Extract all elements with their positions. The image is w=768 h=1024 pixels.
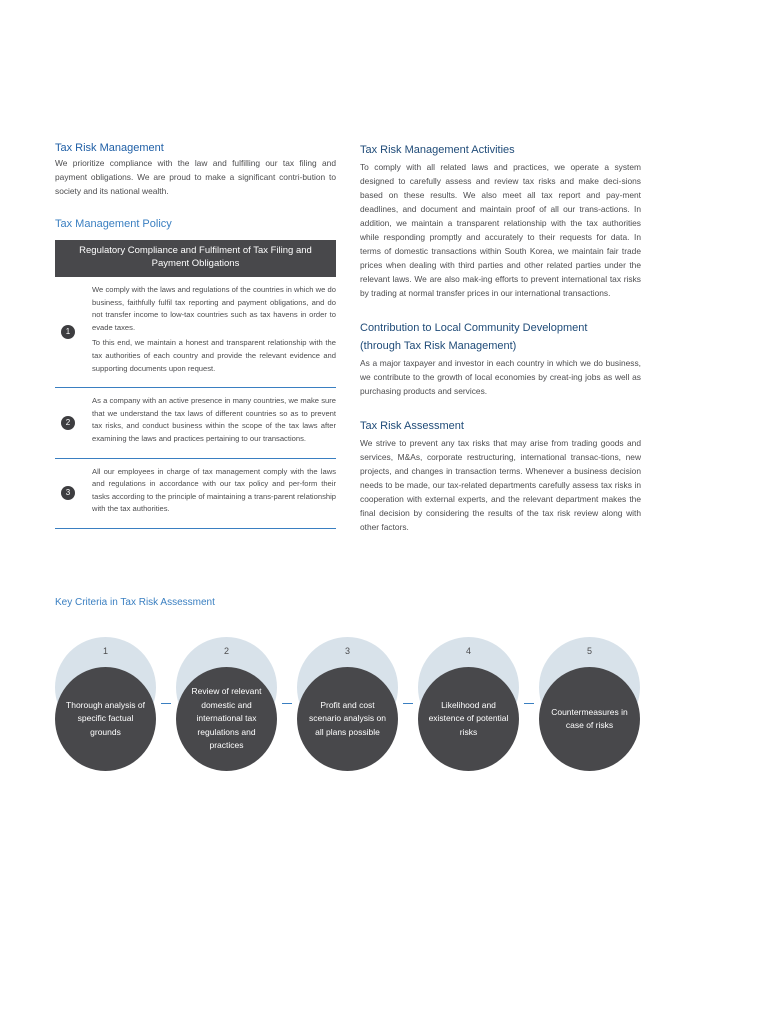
step-number: 1 bbox=[102, 646, 108, 656]
policy-item bbox=[55, 277, 336, 388]
step-label: Likelihood and existence of potential risks bbox=[428, 699, 509, 737]
assessment-section bbox=[360, 418, 641, 534]
right-column bbox=[360, 142, 641, 534]
policy-list bbox=[55, 275, 336, 529]
policy-item bbox=[55, 388, 336, 458]
criteria-step bbox=[55, 637, 156, 772]
criteria-step bbox=[297, 637, 398, 772]
tax-risk-management-text: We prioritize compliance with the law and fulfilling our tax filing and payment obligations. We are proud to make a significant contri-bution to society and its national wealth. bbox=[55, 158, 336, 196]
step-inner-circle bbox=[418, 667, 519, 771]
key-criteria-heading: Key Criteria in Tax Risk Assessment bbox=[55, 597, 215, 608]
step-number: 4 bbox=[465, 646, 471, 656]
activities-heading: Tax Risk Management Activities bbox=[360, 144, 515, 156]
step-connector bbox=[282, 703, 292, 704]
policy-number-badge: 3 bbox=[61, 486, 75, 500]
tax-management-policy-heading: Tax Management Policy bbox=[55, 218, 172, 230]
step-label: Countermeasures in case of risks bbox=[551, 706, 628, 730]
step-connector bbox=[524, 703, 534, 704]
policy-item bbox=[55, 459, 336, 529]
contribution-heading: Contribution to Local Community Development bbox=[360, 322, 588, 334]
criteria-step bbox=[418, 637, 519, 772]
step-connector bbox=[403, 703, 413, 704]
step-number: 5 bbox=[586, 646, 592, 656]
step-inner-circle bbox=[297, 667, 398, 771]
step-number: 2 bbox=[223, 646, 229, 656]
policy-item-text: We comply with the laws and regulations of the countries in which we do business, faithfully fulfil tax reporting and payment obligations, and do not transfer income to low-tax countries such as tax havens in order to evade taxes. bbox=[92, 285, 336, 332]
assessment-text: We strive to prevent any tax risks that may arise from trading goods and services, M&As, corporate restructuring, international transac-tions, new projects, and changes in transaction terms. Whenever a business decision needs to be made, our tax-related departments carefully assess tax risks in cooperation with external experts, and the relevant department makes the final decision by considering the results of the tax risk review along with other factors. bbox=[360, 438, 641, 532]
criteria-diagram bbox=[55, 637, 645, 777]
contribution-section bbox=[360, 320, 641, 398]
tax-risk-management-heading: Tax Risk Management bbox=[55, 142, 164, 154]
step-connector bbox=[161, 703, 171, 704]
criteria-step bbox=[539, 637, 640, 772]
criteria-step bbox=[176, 637, 277, 772]
activities-text: To comply with all related laws and practices, we operate a system designed to carefully assess and review tax risks and make deci-sions based on these results. We also meet all tax report and pay-ment deadlines, and document and maintain proof of all our trans-actions. In addition, we maintain a transparent relationship with the tax authorities while responding promptly and accurately to their requests for data. In terms of domestic transactions within South Korea, we maintain fair trade prices when dealing with third parties and other related parties under the relevant laws. We are also mak-ing efforts to prevent international tax risks by trading at normal transfer prices in our international transactions. bbox=[360, 162, 641, 298]
contribution-subheading: (through Tax Risk Management) bbox=[360, 340, 517, 352]
assessment-heading: Tax Risk Assessment bbox=[360, 420, 464, 432]
step-inner-circle bbox=[176, 667, 277, 771]
step-number: 3 bbox=[344, 646, 350, 656]
policy-number-badge: 2 bbox=[61, 416, 75, 430]
step-inner-circle bbox=[539, 667, 640, 771]
step-label: Profit and cost scenario analysis on all plans possible bbox=[308, 699, 386, 737]
policy-item-text: All our employees in charge of tax management comply with the laws and regulations in accordance with our tax policy and per-form their tasks according to the principle of maintaining a trans-parent relationship with the tax authorities. bbox=[92, 466, 336, 514]
policy-number-badge: 1 bbox=[61, 325, 75, 339]
contribution-text: As a major taxpayer and investor in each country in which we do business, we contribute to the growth of local economies by creat-ing jobs as well as purchasing products and services. bbox=[360, 358, 641, 396]
policy-item-text: As a company with an active presence in many countries, we make sure that we understand the tax laws of different countries so as to prevent tax risks, and conduct business within the scope of the tax laws after examining the laws and practices pertaining to our transactions. bbox=[92, 396, 336, 443]
step-inner-circle bbox=[55, 667, 156, 771]
left-column bbox=[55, 142, 336, 529]
step-label: Thorough analysis of specific factual grounds bbox=[66, 699, 145, 737]
step-label: Review of relevant domestic and international tax regulations and practices bbox=[191, 686, 262, 751]
policy-item-text: To this end, we maintain a honest and transparent relationship with the tax authorities of each country and provide the relevant evidence and supporting documents upon request. bbox=[92, 338, 336, 373]
policy-box-title: Regulatory Compliance and Fulfilment of Tax Filing and Payment Obligations bbox=[55, 240, 336, 275]
